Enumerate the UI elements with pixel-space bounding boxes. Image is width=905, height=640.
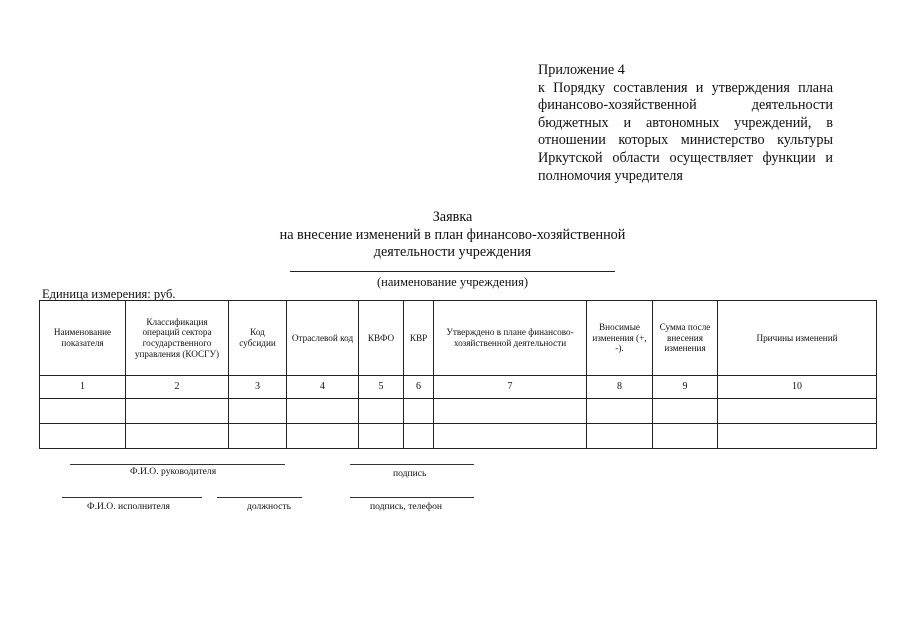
table-cell[interactable]: [287, 399, 359, 424]
changes-table: [39, 300, 877, 449]
col-number: 9: [653, 376, 718, 399]
exec-signature-caption: подпись, телефон: [370, 501, 442, 512]
table-cell[interactable]: [587, 424, 653, 449]
col-number: 3: [229, 376, 287, 399]
head-fio-caption: Ф.И.О. руководителя: [130, 466, 217, 477]
table-cell[interactable]: [587, 399, 653, 424]
table-row: [40, 424, 877, 449]
table-cell[interactable]: [434, 424, 587, 449]
table-cell[interactable]: [653, 399, 718, 424]
appendix-body: к Порядку составления и утверждения плана финансово-хозяйственной деятельности бюджетных и автономных учреждений, в отношении которых министерство культуры Иркутской области осуществляет функции и полномочия учредителя: [538, 79, 833, 184]
document-title: [250, 209, 655, 262]
table-cell[interactable]: [287, 424, 359, 449]
col-header-kvfo: КВФО: [359, 301, 404, 376]
table-row: [40, 399, 877, 424]
table-cell[interactable]: [40, 424, 126, 449]
exec-fio-caption: Ф.И.О. исполнителя: [87, 501, 170, 512]
table-cell[interactable]: [434, 399, 587, 424]
appendix-title: Приложение 4: [538, 62, 625, 78]
header-row: [40, 301, 877, 376]
col-header-reasons: Причины изменений: [718, 301, 877, 376]
title-line-2: на внесение изменений в план финансово-хозяйственной: [279, 226, 626, 243]
table-cell[interactable]: [718, 424, 877, 449]
head-fio-line: [70, 464, 285, 465]
table-cell[interactable]: [126, 399, 229, 424]
col-header-subsidy-code: Код субсидии: [229, 301, 287, 376]
table-cell[interactable]: [653, 424, 718, 449]
col-number: 6: [404, 376, 434, 399]
col-number: 2: [126, 376, 229, 399]
col-header-kvr: КВР: [404, 301, 434, 376]
head-signature-caption: подпись: [393, 468, 427, 479]
col-number: 5: [359, 376, 404, 399]
position-line: [217, 497, 302, 498]
table-cell[interactable]: [718, 399, 877, 424]
table-cell[interactable]: [359, 424, 404, 449]
head-signature-line: [350, 464, 474, 465]
table-cell[interactable]: [40, 399, 126, 424]
unit-label: Единица измерения: руб.: [42, 287, 176, 301]
table-cell[interactable]: [404, 399, 434, 424]
column-number-row: [40, 376, 877, 399]
exec-fio-line: [62, 497, 202, 498]
table-cell[interactable]: [359, 399, 404, 424]
position-caption: должность: [247, 501, 291, 512]
col-number: 10: [718, 376, 877, 399]
institution-name-line: [290, 271, 615, 272]
appendix-note: [538, 62, 833, 185]
col-header-industry-code: Отраслевой код: [287, 301, 359, 376]
col-header-changes: Вносимые изменения (+, -).: [587, 301, 653, 376]
table-cell[interactable]: [126, 424, 229, 449]
title-line-1: Заявка: [432, 209, 473, 225]
col-number: 8: [587, 376, 653, 399]
col-header-approved: Утверждено в плане финансово-хозяйственной деятельности: [434, 301, 587, 376]
col-number: 7: [434, 376, 587, 399]
institution-caption: (наименование учреждения): [377, 275, 528, 289]
title-line-3: деятельности учреждения: [373, 244, 532, 260]
col-header-kosgu: Классификация операций сектора государственного управления (КОСГУ): [126, 301, 229, 376]
table-cell[interactable]: [229, 399, 287, 424]
table-cell[interactable]: [229, 424, 287, 449]
col-number: 4: [287, 376, 359, 399]
table-cell[interactable]: [404, 424, 434, 449]
col-header-sum-after: Сумма после внесения изменения: [653, 301, 718, 376]
col-header-name: Наименование показателя: [40, 301, 126, 376]
col-number: 1: [40, 376, 126, 399]
exec-signature-line: [350, 497, 474, 498]
